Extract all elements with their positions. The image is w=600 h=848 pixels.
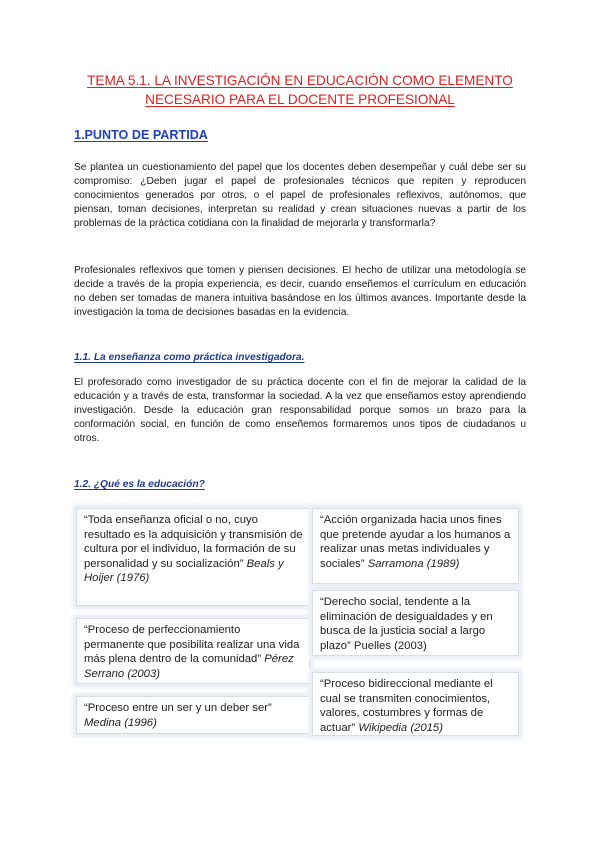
quote-author: Pérez Serrano (2003) bbox=[84, 653, 294, 680]
quote-box-perez-serrano bbox=[76, 618, 310, 684]
quote-box-puelles bbox=[312, 590, 519, 656]
document-title: TEMA 5.1. LA INVESTIGACIÓN EN EDUCACIÓN COMO ELEMENTO NECESARIO PARA EL DOCENTE PROFESIONAL bbox=[87, 73, 513, 107]
quote-box-medina bbox=[76, 696, 310, 734]
quote-text: “Proceso bidireccional mediante el cual se transmiten conocimientos, valores, costumbres y formas de actuar” bbox=[320, 678, 493, 734]
quote-author: Wikipedia (2015) bbox=[358, 721, 443, 734]
quote-box-sarramona bbox=[312, 508, 519, 584]
quote-author: Sarramona (1989) bbox=[367, 557, 460, 570]
quote-author: Puelles (2003) bbox=[353, 639, 427, 652]
quote-text: “Acción organizada hacia unos fines que pretende ayudar a los humanos a realizar unas metas individuales y sociales” bbox=[320, 514, 511, 570]
subsection-heading-que-es-educacion: 1.2. ¿Qué es la educación? bbox=[74, 479, 205, 490]
section-heading-punto-de-partida: 1.PUNTO DE PARTIDA bbox=[74, 128, 208, 142]
quote-text: “Derecho social, tendente a la eliminación de desigualdades y en busca de la justicia social a largo plazo” bbox=[320, 596, 493, 652]
quote-text: “Proceso de perfeccionamiento permanente que posibilita realizar una vida más plena dentro de la comunidad” bbox=[84, 624, 300, 666]
paragraph-reflexivos: Profesionales reflexivos que tomen y piensen decisiones. El hecho de utilizar una metodología se decide a través de la propia experiencia, es decir, cuando enseñemos el currículum en educación no deben ser tomadas de manera intuitiva basándose en los últimos avances. Importante desde la investigación la toma de decisiones basadas en la evidencia. bbox=[74, 265, 526, 318]
quote-text: “Toda enseñanza oficial o no, cuyo resultado es la adquisición y transmisión de cultura por el individuo, la formación de su personalidad y su socialización” bbox=[84, 514, 303, 570]
quote-author: Medina (1996) bbox=[84, 716, 157, 729]
quote-author: Beals y Hoijer (1976) bbox=[84, 557, 284, 585]
quote-text: “Proceso entre un ser y un deber ser” bbox=[84, 702, 272, 714]
quote-box-beals-hoijer bbox=[76, 508, 310, 606]
paragraph-intro: Se plantea un cuestionamiento del papel que los docentes deben desempeñar y cuál debe ser su compromiso: ¿Deben jugar el papel de profesionales técnicos que repiten y reproducen conocimientos generados por otros, o el papel de profesionales reflexivos, autónomos, que piensan, toman decisiones, interpretan su realidad y crean situaciones nuevas a partir de los problemas de la práctica cotidiana con la finalidad de mejorarla y transformarla? bbox=[74, 162, 526, 229]
quote-box-wikipedia bbox=[312, 672, 519, 736]
paragraph-profesorado: El profesorado como investigador de su práctica docente con el fin de mejorar la calidad de la educación y a través de esta, transformar la sociedad. A la vez que enseñamos estoy aprendiendo investigación. Desde la educación gran responsabilidad porque somos un brazo para la conformación social, en función de como enseñemos formaremos unos tipos de ciudadanos u otros. bbox=[74, 377, 526, 444]
subsection-heading-practica-investigadora: 1.1. La enseñanza como práctica investigadora. bbox=[74, 352, 305, 363]
